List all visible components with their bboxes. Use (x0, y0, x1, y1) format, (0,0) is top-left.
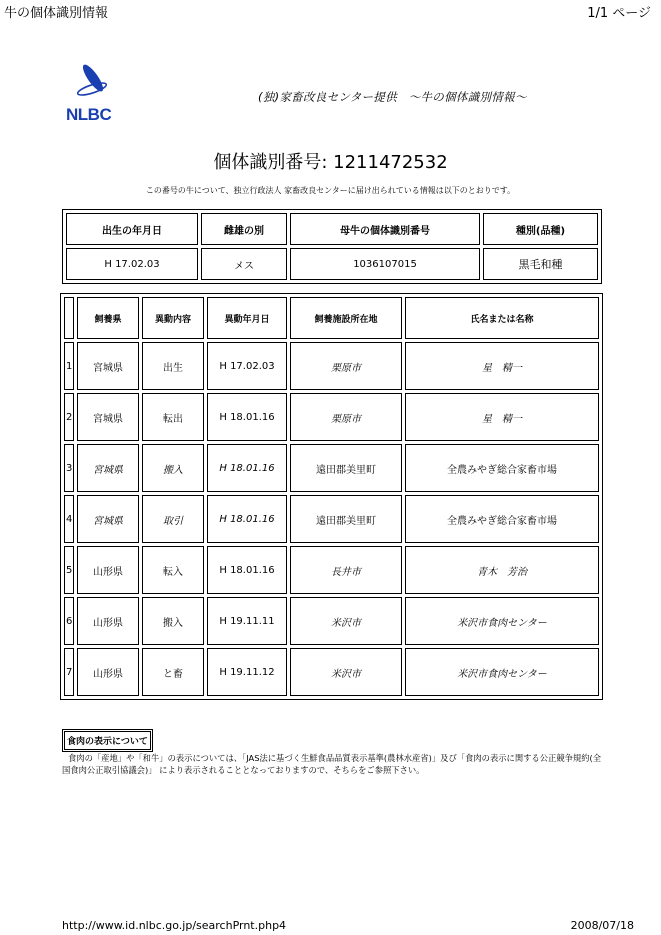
row-location: 米沢市 (290, 648, 402, 696)
row-event: 搬入 (142, 444, 204, 492)
row-event: 取引 (142, 495, 204, 543)
table-row (64, 495, 599, 543)
row-prefecture: 宮城県 (77, 444, 139, 492)
logo-text: NLBC (66, 105, 112, 124)
header-dam-id: 母牛の個体識別番号 (290, 213, 480, 245)
id-separator: : (321, 152, 328, 173)
row-date: H 18.01.16 (207, 393, 287, 441)
provider-line: (独)家畜改良センター提供 ～牛の個体識別情報～ (258, 90, 527, 104)
row-location: 遠田郡美里町 (290, 495, 402, 543)
row-index: 6 (64, 597, 74, 645)
header-breed: 種別(品種) (483, 213, 598, 245)
row-index: 2 (64, 393, 74, 441)
footer-url: http://www.id.nlbc.go.jp/searchPrnt.php4 (62, 919, 287, 932)
history-table (60, 293, 603, 700)
row-prefecture: 山形県 (77, 546, 139, 594)
row-owner: 米沢市食肉センター (405, 597, 599, 645)
row-owner: 米沢市食肉センター (405, 648, 599, 696)
row-owner: 全農みやぎ総合家畜市場 (405, 495, 599, 543)
nlbc-logo-icon (62, 62, 124, 124)
row-location: 栗原市 (290, 393, 402, 441)
breed: 黒毛和種 (483, 248, 598, 280)
birth-date: H 17.02.03 (66, 248, 198, 280)
row-location: 栗原市 (290, 342, 402, 390)
id-number: 1211472532 (333, 152, 448, 173)
row-date: H 18.01.16 (207, 546, 287, 594)
summary-table (62, 209, 602, 284)
row-date: H 19.11.11 (207, 597, 287, 645)
dam-id: 1036107015 (290, 248, 480, 280)
meat-section-title: 食肉の表示について (64, 731, 151, 750)
row-owner: 全農みやぎ総合家畜市場 (405, 444, 599, 492)
table-row (64, 546, 599, 594)
row-owner: 青木 芳治 (405, 546, 599, 594)
row-owner: 星 精一 (405, 393, 599, 441)
row-prefecture: 宮城県 (77, 342, 139, 390)
row-prefecture: 山形県 (77, 648, 139, 696)
header-event: 異動内容 (142, 297, 204, 339)
page-title: 牛の個体識別情報 (4, 6, 109, 21)
row-date: H 17.02.03 (207, 342, 287, 390)
row-prefecture: 山形県 (77, 597, 139, 645)
footer-date: 2008/07/18 (570, 919, 634, 932)
table-row (64, 597, 599, 645)
header-birth-date: 出生の年月日 (66, 213, 198, 245)
meat-section-text: 食肉の「産地」や「和牛」の表示については、「JAS法に基づく生鮮食品品質表示基準(農林水産省)」及び「食肉の表示に関する公正競争規約(全国食肉公正取引協議会)」 により表示されることとなっておりますので、そちらをご参照下さい。 (62, 753, 602, 775)
id-label: 個体識別番号 (213, 152, 322, 173)
notice-text: この番号の牛について、独立行政法人 家畜改良センターに届け出られている情報は以下のとおりです。 (145, 186, 516, 195)
row-location: 遠田郡美里町 (290, 444, 402, 492)
table-row (64, 393, 599, 441)
row-index: 7 (64, 648, 74, 696)
header-index (64, 297, 74, 339)
row-event: 転出 (142, 393, 204, 441)
row-event: 出生 (142, 342, 204, 390)
row-owner: 星 精一 (405, 342, 599, 390)
row-prefecture: 宮城県 (77, 495, 139, 543)
row-index: 4 (64, 495, 74, 543)
page-count: 1/1 ページ (587, 6, 651, 21)
row-event: 搬入 (142, 597, 204, 645)
header-event-date: 異動年月日 (207, 297, 287, 339)
row-prefecture: 宮城県 (77, 393, 139, 441)
header-owner: 氏名または名称 (405, 297, 599, 339)
table-row (64, 648, 599, 696)
row-date: H 18.01.16 (207, 495, 287, 543)
row-index: 3 (64, 444, 74, 492)
row-date: H 19.11.12 (207, 648, 287, 696)
row-date: H 18.01.16 (207, 444, 287, 492)
header-sex: 雌雄の別 (201, 213, 287, 245)
table-row (64, 342, 599, 390)
row-index: 1 (64, 342, 74, 390)
header-location: 飼養施設所在地 (290, 297, 402, 339)
header-prefecture: 飼養県 (77, 297, 139, 339)
id-heading (0, 148, 661, 174)
row-location: 米沢市 (290, 597, 402, 645)
row-event: と畜 (142, 648, 204, 696)
table-row (64, 444, 599, 492)
sex: メス (201, 248, 287, 280)
row-location: 長井市 (290, 546, 402, 594)
row-index: 5 (64, 546, 74, 594)
row-event: 転入 (142, 546, 204, 594)
